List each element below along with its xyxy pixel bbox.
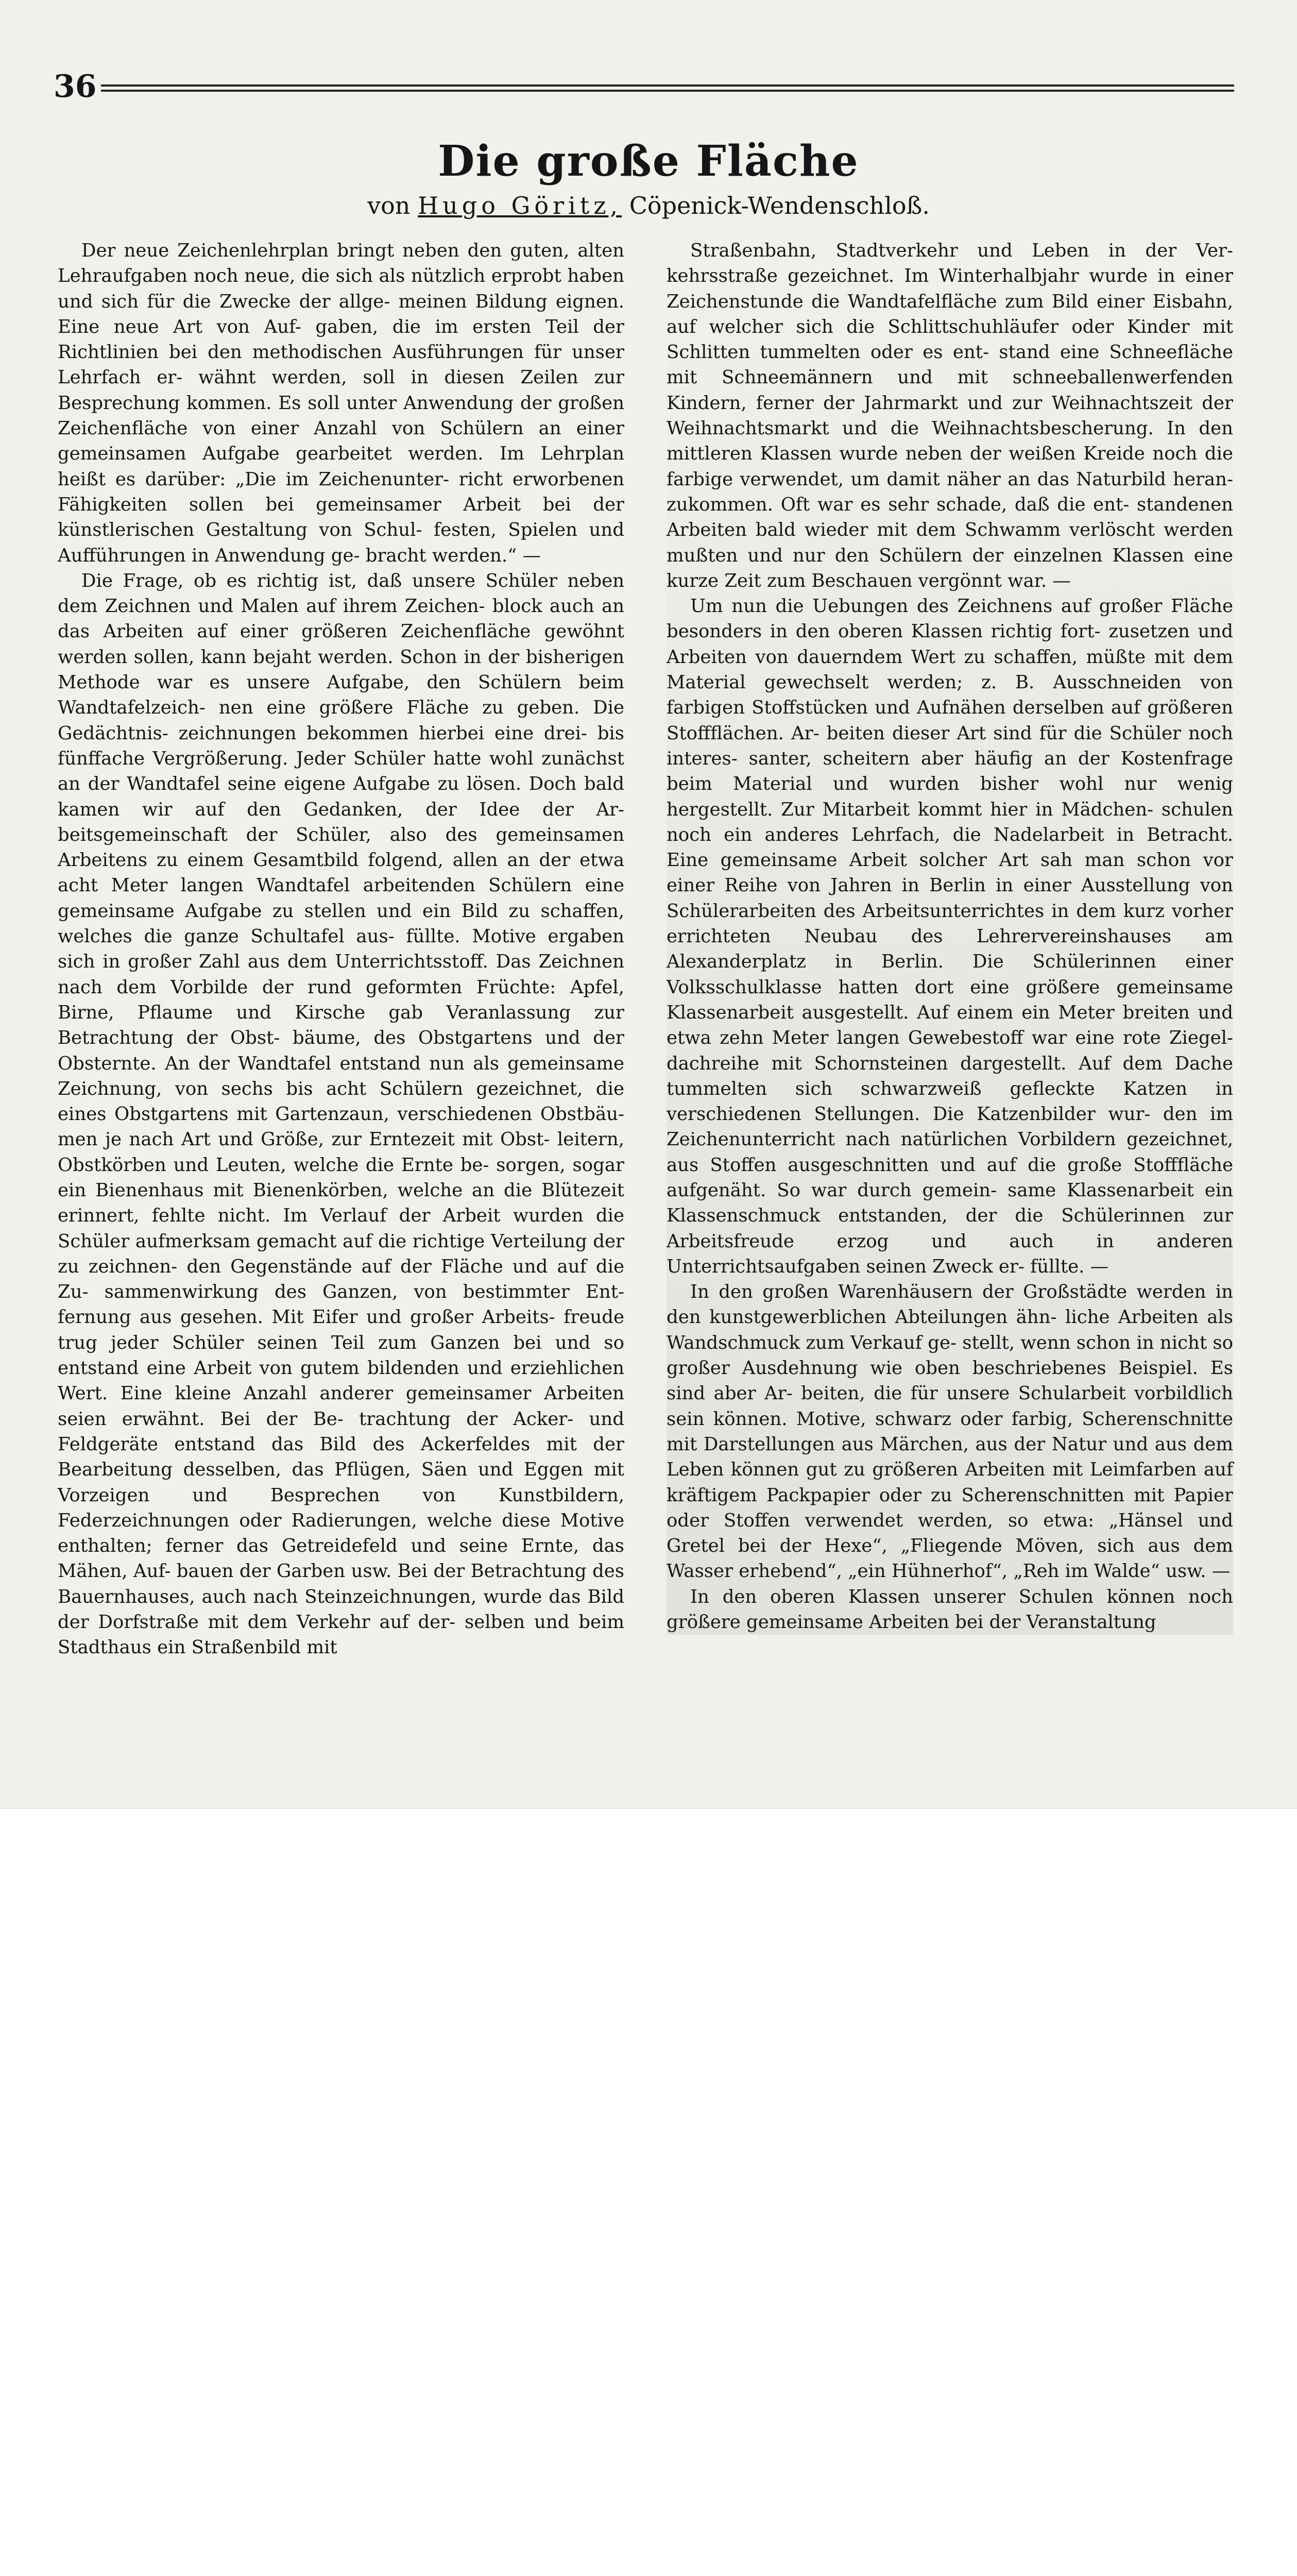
byline-author: Hugo Göritz,	[418, 192, 622, 219]
byline-prefix: von	[367, 192, 411, 219]
byline-place: Cöpenick-Wendenschloß.	[629, 192, 930, 219]
viewer-footer	[0, 1808, 1297, 1902]
paragraph: In den großen Warenhäusern der Großstädte werden in den kunstgewerblichen Abteilungen ähn- liche Arbeiten als Wandschmuck zum Verkauf ge- stellt, wenn schon in nicht so großer Ausdehnung wie oben beschriebenes Beispiel. Es sind aber Ar- beiten, die für unsere Schularbeit vorbildlich sein können. Motive, schwarz oder farbig, Scherenschnitte mit Darstellungen aus Märchen, aus der Natur und aus dem Leben können gut zu größeren Arbeiten mit Leimfarben auf kräftigem Packpapier oder zu Scherenschnitten mit Papier oder Stoffen verwendet werden, so etwa: „Hänsel und Gretel bei der Hexe“, „Fliegende Möven, sich aus dem Wasser erhebend“, „ein Hühnerhof“, „Reh im Walde“ usw. —	[667, 1281, 1233, 1582]
paragraph: Straßenbahn, Stadtverkehr und Leben in der Ver- kehrsstraße gezeichnet. Im Winterhalbjahr wurde in einer Zeichenstunde die Wandtafelfläche zum Bild einer Eisbahn, auf welcher sich die Schlittschuhläufer oder Kinder mit Schlitten tummelten oder es ent- stand eine Schneefläche mit Schneemännern und mit schneeballenwerfenden Kindern, ferner der Jahrmarkt und zur Weihnachtszeit der Weihnachtsmarkt und die Weihnachtsbescherung. In den mittleren Klassen wurde neben der weißen Kreide noch die farbige verwendet, um damit näher an das Naturbild heran- zukommen. Oft war es sehr schade, daß die ent- standenen Arbeiten bald wieder mit dem Schwamm verlöscht werden mußten und nur den Schülern der einzelnen Klassen eine kurze Zeit zum Beschauen vergönnt war. —	[667, 240, 1233, 591]
page-number: 36	[54, 69, 97, 105]
paragraph: In den oberen Klassen unserer Schulen können noch größere gemeinsame Arbeiten bei der Veranstaltung	[667, 1586, 1233, 1633]
left-column	[58, 238, 624, 1660]
byline	[0, 192, 1297, 220]
paragraph: Die Frage, ob es richtig ist, daß unsere Schüler neben dem Zeichnen und Malen auf ihrem Zeichen- block auch an das Arbeiten auf einer größeren Zeichenfläche gewöhnt werden sollen, kann bejaht werden. Schon in der bisherigen Methode war es unsere Aufgabe, den Schülern beim Wandtafelzeich- nen eine größere Fläche zu geben. Die Gedächtnis- zeichnungen bekommen hierbei eine drei- bis fünffache Vergrößerung. Jeder Schüler hatte wohl zunächst an der Wandtafel seine eigene Aufgabe zu lösen. Doch bald kamen wir auf den Gedanken, der Idee der Ar- beitsgemeinschaft der Schüler, also des gemeinsamen Arbeitens zu einem Gesamtbild folgend, allen an der etwa acht Meter langen Wandtafel arbeitenden Schülern eine gemeinsame Aufgabe zu stellen und ein Bild zu schaffen, welches die ganze Schultafel aus- füllte. Motive ergaben sich in großer Zahl aus dem Unterrichtsstoff. Das Zeichnen nach dem Vorbilde der rund geformten Früchte: Apfel, Birne, Pflaume und Kirsche gab Veranlassung zur Betrachtung der Obst- bäume, des Obstgartens und der Obsternte. An der Wandtafel entstand nun als gemeinsame Zeichnung, von sechs bis acht Schülern gezeichnet, die eines Obstgartens mit Gartenzaun, verschiedenen Obstbäu- men je nach Art und Größe, zur Erntezeit mit Obst- leitern, Obstkörben und Leuten, welche die Ernte be- sorgen, sogar ein Bienenhaus mit Bienenkörben, welche an die Blütezeit erinnert, fehlte nicht. Im Verlauf der Arbeit wurden die Schüler aufmerksam gemacht auf die richtige Verteilung der zu zeichnen- den Gegenstände auf der Fläche und auf die Zu- sammenwirkung des Ganzen, von bestimmter Ent- fernung aus gesehen. Mit Eifer und großer Arbeits- freude trug jeder Schüler seinen Teil zum Ganzen bei und so entstand eine Arbeit von gutem bildenden und erziehlichen Wert. Eine kleine Anzahl anderer gemeinsamer Arbeiten seien erwähnt. Bei der Be- trachtung der Acker- und Feldgeräte entstand das Bild des Ackerfeldes mit der Bearbeitung desselben, das Pflügen, Säen und Eggen mit Vorzeigen und Besprechen von Kunstbildern, Federzeichnungen oder Radierungen, welche diese Motive enthalten; ferner das Getreidefeld und seine Ernte, das Mähen, Auf- bauen der Garben usw. Bei der Betrachtung des Bauernhauses, auch nach Steinzeichnungen, wurde das Bild der Dorfstraße mit dem Verkehr auf der- selben und beim Stadthaus ein Straßenbild mit	[58, 570, 624, 1658]
paragraph: Um nun die Uebungen des Zeichnens auf großer Fläche besonders in den oberen Klassen richtig fort- zusetzen und Arbeiten von dauerndem Wert zu schaffen, müßte mit dem Material gewechselt werden; z. B. Ausschneiden von farbigen Stoffstücken und Aufnähen derselben auf größeren Stoffflächen. Ar- beiten dieser Art sind für die Schüler noch interes- santer, scheitern aber häufig an der Kostenfrage beim Material und wurden bisher wohl nur wenig hergestellt. Zur Mitarbeit kommt hier in Mädchen- schulen noch ein anderes Lehrfach, die Nadelarbeit in Betracht. Eine gemeinsame Arbeit solcher Art sah man schon vor einer Reihe von Jahren in Berlin in einer Ausstellung von Schülerarbeiten des Arbeitsunterrichtes in dem kurz vorher errichteten Neubau des Lehrervereinshauses am Alexanderplatz in Berlin. Die Schülerinnen einer Volksschulklasse hatten dort eine größere gemeinsame Klassenarbeit ausgestellt. Auf einem ein Meter breiten und etwa zehn Meter langen Gewebestoff war eine rote Ziegel- dachreihe mit Schornsteinen dargestellt. Auf dem Dache tummelten sich schwarzweiß gefleckte Katzen in verschiedenen Stellungen. Die Katzenbilder wur- den im Zeichenunterricht nach natürlichen Vorbildern gezeichnet, aus Stoffen ausgeschnitten und auf die große Stofffläche aufgenäht. So war durch gemein- same Klassenarbeit ein Klassenschmuck entstanden, der die Schülerinnen zur Arbeitsfreude erzog und auch in anderen Unterrichtsaufgaben seinen Zweck er- füllte. —	[667, 596, 1233, 1277]
paragraph: Der neue Zeichenlehrplan bringt neben den guten, alten Lehraufgaben noch neue, die sich als nützlich erprobt haben und sich für die Zwecke der allge- meinen Bildung eignen. Eine neue Art von Auf- gaben, die im ersten Teil der Richtlinien bei den methodischen Ausführungen für unser Lehrfach er- wähnt werden, soll in diesen Zeilen zur Besprechung kommen. Es soll unter Anwendung der großen Zeichenfläche von einer Anzahl von Schülern an einer gemeinsamen Aufgabe gearbeitet werden. Im Lehrplan heißt es darüber: „Die im Zeichenunter- richt erworbenen Fähigkeiten sollen bei gemeinsamer Arbeit bei der künstlerischen Gestaltung von Schul- festen, Spielen und Aufführungen in Anwendung ge- bracht werden.“ —	[58, 240, 624, 566]
right-column	[667, 238, 1233, 1635]
article-title: Die große Fläche	[438, 137, 859, 186]
header-rule	[101, 84, 1234, 92]
